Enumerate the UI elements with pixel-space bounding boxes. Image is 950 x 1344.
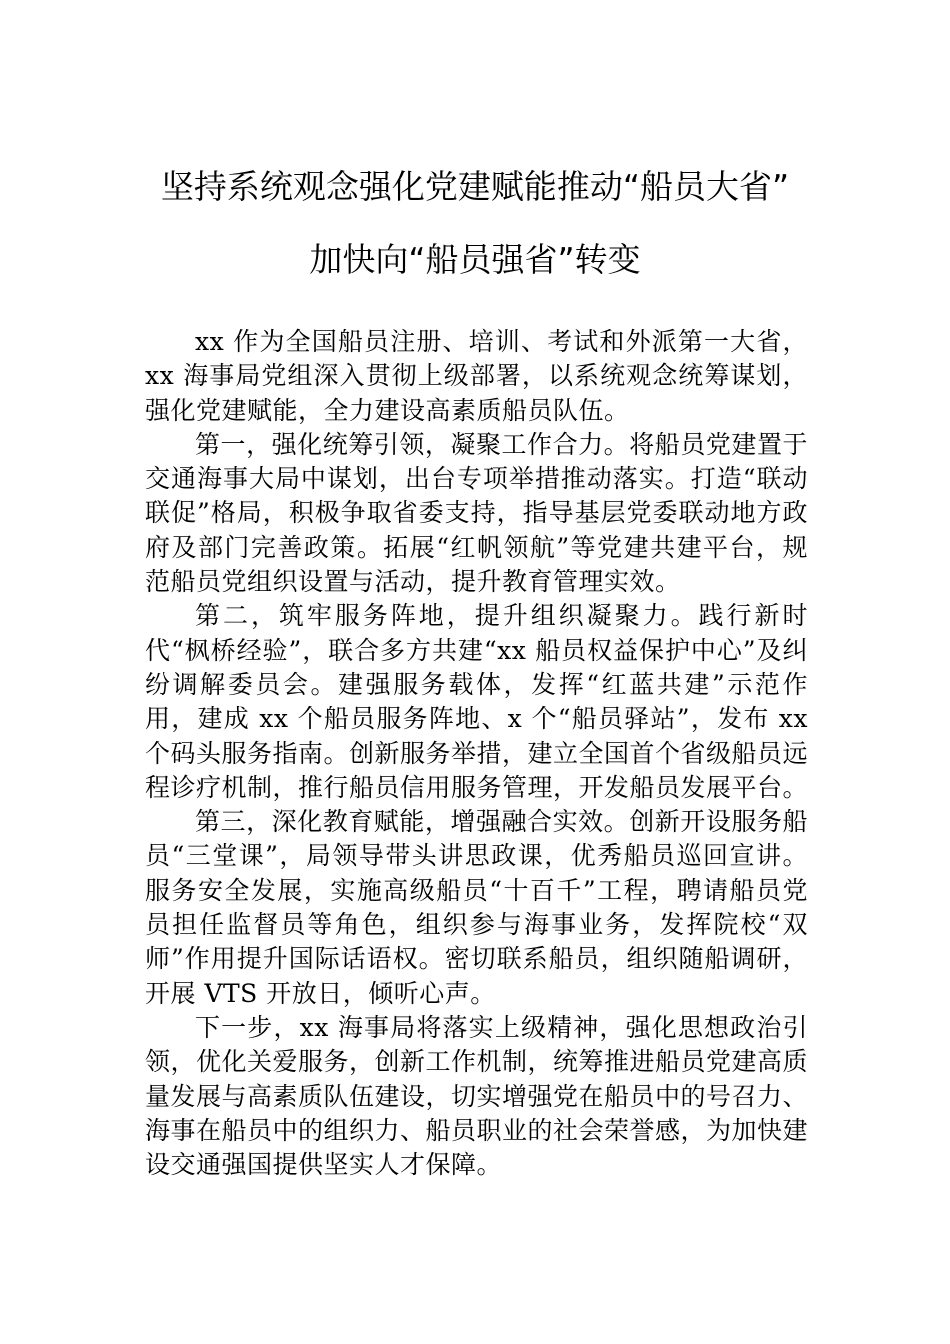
paragraph-next-step: 下一步，xx 海事局将落实上级精神，强化思想政治引领，优化关爱服务，创新工作机制，统筹推进船员党建高质量发展与高素质队伍建设，切实增强党在船员中的号召力、海事在船员中的组织力、船员职业的社会荣誉感，为加快建设交通强国提供坚实人才保障。: [145, 1012, 809, 1180]
paragraph-second: 第二，筑牢服务阵地，提升组织凝聚力。践行新时代“枫桥经验”，联合多方共建“xx 船员权益保护中心”及纠纷调解委员会。建强服务载体，发挥“红蓝共建”示范作用，建成 xx 个船员服务阵地、x 个“船员驿站”，发布 xx 个码头服务指南。创新服务举措，建立全国首个省级船员远程诊疗机制，推行船员信用服务管理，开发船员发展平台。: [145, 601, 809, 802]
paragraph-first: 第一，强化统筹引领，凝聚工作合力。将船员党建置于交通海事大局中谋划，出台专项举措推动落实。打造“联动联促”格局，积极争取省委支持，指导基层党委联动地方政府及部门完善政策。拓展“红帆领航”等党建共建平台，规范船员党组织设置与活动，提升教育管理实效。: [145, 429, 808, 597]
paragraph-third: 第三，深化教育赋能，增强融合实效。创新开设服务船员“三堂课”，局领导带头讲思政课，优秀船员巡回宣讲。服务安全发展，实施高级船员“十百千”工程，聘请船员党员担任监督员等角色，组织参与海事业务，发挥院校“双师”作用提升国际话语权。密切联系船员，组织随船调研，开展 VTS 开放日，倾听心声。: [145, 807, 808, 1008]
document-title-line-2: 加快向“船员强省”转变: [309, 240, 641, 279]
paragraph-intro: xx 作为全国船员注册、培训、考试和外派第一大省，xx 海事局党组深入贯彻上级部署，以系统观念统筹谋划，强化党建赋能，全力建设高素质船员队伍。: [145, 327, 808, 425]
document-title-line-1: 坚持系统观念强化党建赋能推动“船员大省”: [160, 167, 790, 206]
document-body: [145, 325, 808, 1182]
